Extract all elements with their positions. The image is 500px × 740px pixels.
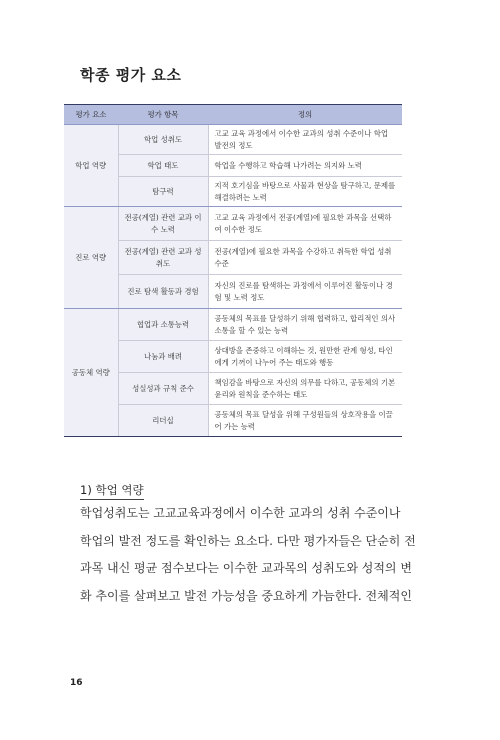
row-item: 전공(계열) 관련 교과 성취도: [118, 241, 208, 275]
row-item: 리더십: [118, 405, 208, 437]
table-row: [64, 207, 402, 241]
body-line: 과목 내신 평균 점수보다는 이수한 교과목의 성취도와 성적의 변: [80, 561, 412, 575]
table-row: [64, 125, 402, 155]
page-number: 16: [70, 678, 83, 688]
group-career: 진로 역량: [64, 207, 118, 309]
row-item: 협업과 소통능력: [118, 309, 208, 341]
header-item: 평가 항목: [118, 105, 208, 125]
row-item: 학업 태도: [118, 155, 208, 177]
table-header-row: [64, 105, 402, 125]
row-definition: 고교 교육 과정에서 이수한 교과의 성취 수준이나 학업 발전의 정도: [208, 125, 402, 155]
header-element: 평가 요소: [64, 105, 118, 125]
row-definition: 고교 교육 과정에서 전공(계열)에 필요한 과목을 선택하여 이수한 정도: [208, 207, 402, 241]
body-line: 학업성취도는 고교교육과정에서 이수한 교과의 성취 수준이나: [80, 506, 401, 520]
body-line: 화 추이를 살펴보고 발전 가능성을 중요하게 가늠한다. 전체적인: [80, 588, 412, 603]
row-item: 학업 성취도: [118, 125, 208, 155]
row-definition: 공동체의 목표 달성을 위해 구성원들의 상호작용을 이끌어 가는 능력: [208, 405, 402, 437]
body-paragraph: [80, 500, 416, 610]
row-definition: 공동체의 목표를 달성하기 위해 협력하고, 합리적인 의사소통을 할 수 있는 능력: [208, 309, 402, 341]
row-item: 탐구력: [118, 177, 208, 207]
section-heading: 1) 학업 역량: [80, 482, 144, 500]
row-definition: 학업을 수행하고 학습해 나가려는 의지와 노력: [208, 155, 402, 177]
row-definition: 책임감을 바탕으로 자신의 의무를 다하고, 공동체의 기본 윤리와 원칙을 준수하는 태도: [208, 373, 402, 405]
row-definition: 지적 호기심을 바탕으로 사물과 현상을 탐구하고, 문제를 해결하려는 노력: [208, 177, 402, 207]
page-title: 학종 평가 요소: [80, 66, 182, 84]
row-item: 성실성과 규칙 준수: [118, 373, 208, 405]
body-line: 학업의 발전 정도를 확인하는 요소다. 다만 평가자들은 단순히 전: [80, 533, 416, 548]
table-row: [64, 309, 402, 341]
group-academic: 학업 역량: [64, 125, 118, 207]
header-definition: 정의: [208, 105, 402, 125]
row-definition: 자신의 진로를 탐색하는 과정에서 이루어진 활동이나 경험 및 노력 정도: [208, 275, 402, 309]
row-definition: 상대방을 존중하고 이해하는 것, 원만한 관계 형성, 타인에게 기꺼이 나누어 주는 태도와 행동: [208, 341, 402, 373]
evaluation-table: [64, 104, 402, 437]
row-item: 진로 탐색 활동과 경험: [118, 275, 208, 309]
row-item: 나눔과 배려: [118, 341, 208, 373]
row-item: 전공(계열) 관련 교과 이수 노력: [118, 207, 208, 241]
group-community: 공동체 역량: [64, 309, 118, 437]
row-definition: 전공(계열)에 필요한 과목을 수강하고 취득한 학업 성취 수준: [208, 241, 402, 275]
